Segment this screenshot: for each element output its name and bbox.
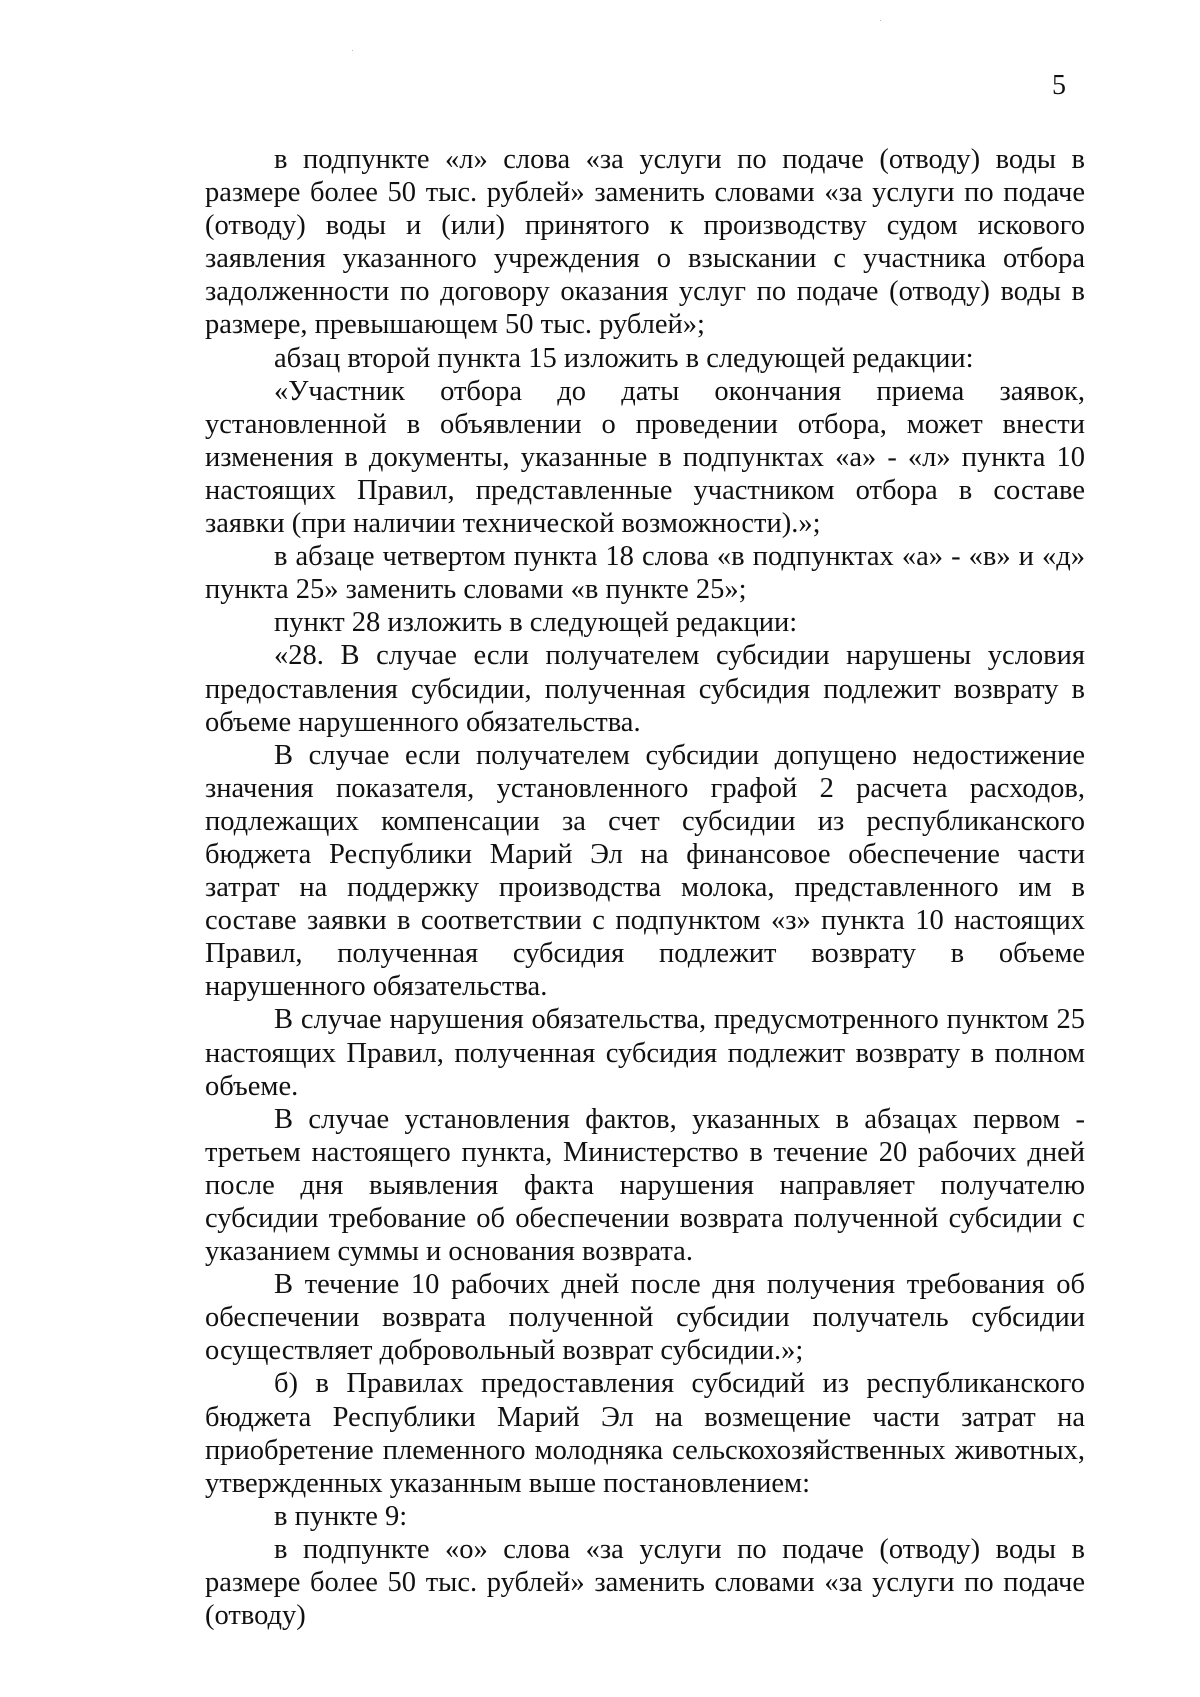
document-body <box>205 143 1085 1632</box>
paragraph: В случае установления фактов, указанных в абзацах первом - третьем настоящего пункта, Министерство в течение 20 рабочих дней после дня выявления факта нарушения направляет получателю субсидии требование об обеспечении возврата полученной субсидии с указанием суммы и основания возврата. <box>205 1103 1085 1268</box>
paragraph: В случае если получателем субсидии допущено недостижение значения показателя, установленного графой 2 расчета расходов, подлежащих компенсации за счет субсидии из республиканского бюджета Республики Марий Эл на финансовое обеспечение части затрат на поддержку производства молока, представленного им в составе заявки в соответствии с подпунктом «з» пункта 10 настоящих Правил, полученная субсидия подлежит возврату в объеме нарушенного обязательства. <box>205 739 1085 1003</box>
paragraph: в подпункте «л» слова «за услуги по подаче (отводу) воды в размере более 50 тыс. рублей» заменить словами «за услуги по подаче (отводу) воды и (или) принятого к производству судом искового заявления указанного учреждения о взыскании с участника отбора задолженности по договору оказания услуг по подаче (отводу) воды в размере, превышающем 50 тыс. рублей»; <box>205 144 1085 341</box>
paragraph: в абзаце четвертом пункта 18 слова «в подпунктах «а» - «в» и «д» пункта 25» заменить словами «в пункте 25»; <box>205 541 1085 606</box>
paragraph: б) в Правилах предоставления субсидий из республиканского бюджета Республики Марий Эл на возмещение части затрат на приобретение племенного молодняка сельскохозяйственных животных, утвержденных указанным выше постановлением: <box>205 1368 1085 1499</box>
scan-speck <box>352 50 353 51</box>
paragraph: В случае нарушения обязательства, предусмотренного пунктом 25 настоящих Правил, полученная субсидия подлежит возврату в полном объеме. <box>205 1004 1085 1102</box>
paragraph: в подпункте «о» слова «за услуги по подаче (отводу) воды в размере более 50 тыс. рублей» заменить словами «за услуги по подаче (отводу) <box>205 1533 1085 1632</box>
paragraph: В течение 10 рабочих дней после дня получения требования об обеспечении возврата полученной субсидии получатель субсидии осуществляет добровольный возврат субсидии.»; <box>205 1269 1085 1367</box>
page-number: 5 <box>1052 70 1066 101</box>
paragraph: абзац второй пункта 15 изложить в следующей редакции: <box>274 342 974 374</box>
paragraph: «28. В случае если получателем субсидии нарушены условия предоставления субсидии, полученная субсидия подлежит возврату в объеме нарушенного обязательства. <box>205 640 1085 738</box>
paragraph: «Участник отбора до даты окончания приема заявок, установленной в объявлении о проведении отбора, может внести изменения в документы, указанные в подпунктах «а» - «л» пункта 10 настоящих Правил, представленные участником отбора в составе заявки (при наличии технической возможности).»; <box>205 375 1085 540</box>
paragraph: пункт 28 изложить в следующей редакции: <box>274 607 798 639</box>
scan-speck <box>880 20 881 21</box>
paragraph: в пункте 9: <box>274 1500 408 1532</box>
